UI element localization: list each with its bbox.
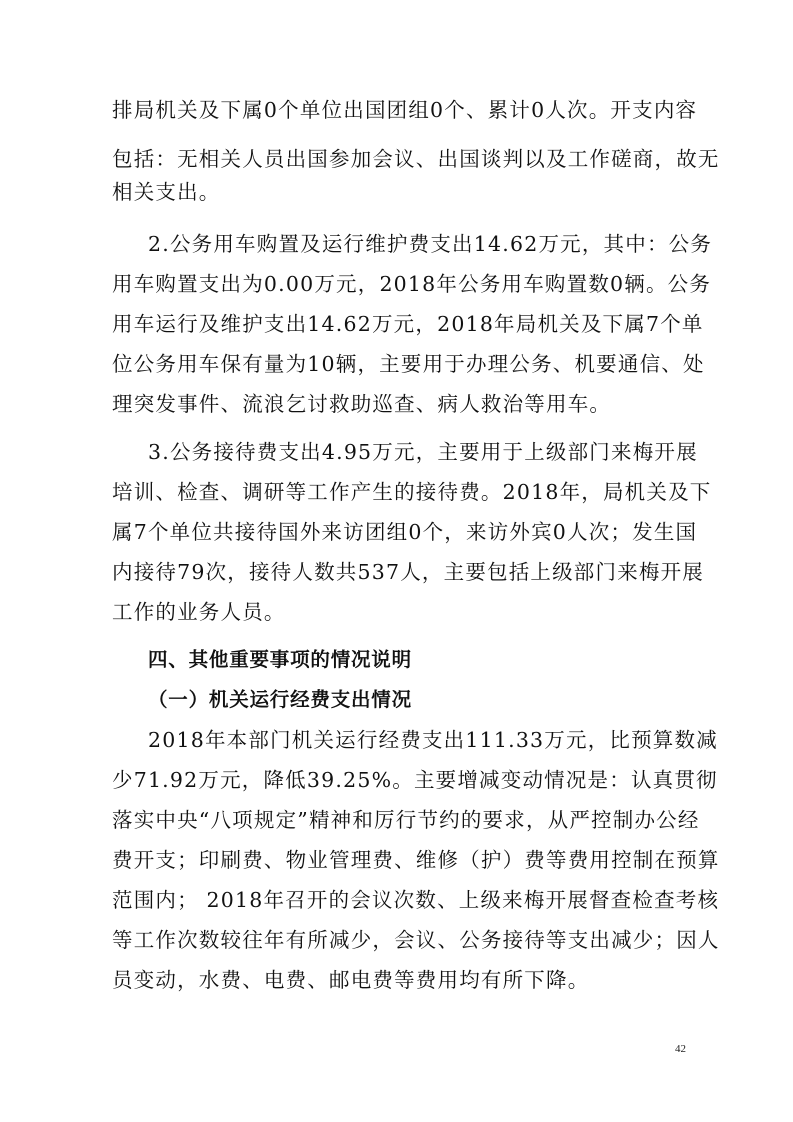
body-line: 属7个单位共接待国外来访团组0个，来访外宾0人次；发生国 <box>112 520 698 544</box>
body-line: 2.公务用车购置及运行维护费支出14.62万元，其中：公务 <box>148 232 713 256</box>
subsection-heading: （一）机关运行经费支出情况 <box>148 688 412 711</box>
section-heading: 四、其他重要事项的情况说明 <box>148 648 412 671</box>
body-line: 员变动，水费、电费、邮电费等费用均有所下降。 <box>112 968 590 992</box>
body-line: 包括：无相关人员出国参加会议、出国谈判以及工作磋商，故无 <box>112 147 720 171</box>
body-line: 落实中央“八项规定”精神和厉行节约的要求，从严控制办公经 <box>112 808 700 832</box>
body-line: 少71.92万元，降低39.25%。主要增减变动情况是：认真贯彻 <box>112 768 718 792</box>
body-line: 费开支；印刷费、物业管理费、维修（护）费等费用控制在预算 <box>112 848 720 872</box>
body-line: 位公务用车保有量为10辆，主要用于办理公务、机要通信、处 <box>112 352 705 376</box>
body-line: 培训、检查、调研等工作产生的接待费。2018年，局机关及下 <box>112 480 712 504</box>
body-line: 工作的业务人员。 <box>112 600 286 624</box>
body-line: 内接待79次，接待人数共537人，主要包括上级部门来梅开展 <box>112 560 705 584</box>
body-line: 排局机关及下属0个单位出国团组0个、累计0人次。开支内容 <box>112 98 698 122</box>
body-line: 相关支出。 <box>112 180 221 204</box>
page-number: 42 <box>675 1043 686 1055</box>
body-line: 用车购置支出为0.00万元，2018年公务用车购置数0辆。公务 <box>112 272 712 296</box>
body-line: 2018年本部门机关运行经费支出111.33万元，比预算数减 <box>148 728 718 752</box>
body-line: 理突发事件、流浪乞讨救助巡查、病人救治等用车。 <box>112 392 612 416</box>
body-line: 3.公务接待费支出4.95万元，主要用于上级部门来梅开展 <box>148 440 698 464</box>
body-line: 范围内； 2018年召开的会议次数、上级来梅开展督查检查考核 <box>112 888 720 912</box>
body-line: 用车运行及维护支出14.62万元，2018年局机关及下属7个单 <box>112 312 704 336</box>
body-line: 等工作次数较往年有所减少，会议、公务接待等支出减少；因人 <box>112 928 720 952</box>
